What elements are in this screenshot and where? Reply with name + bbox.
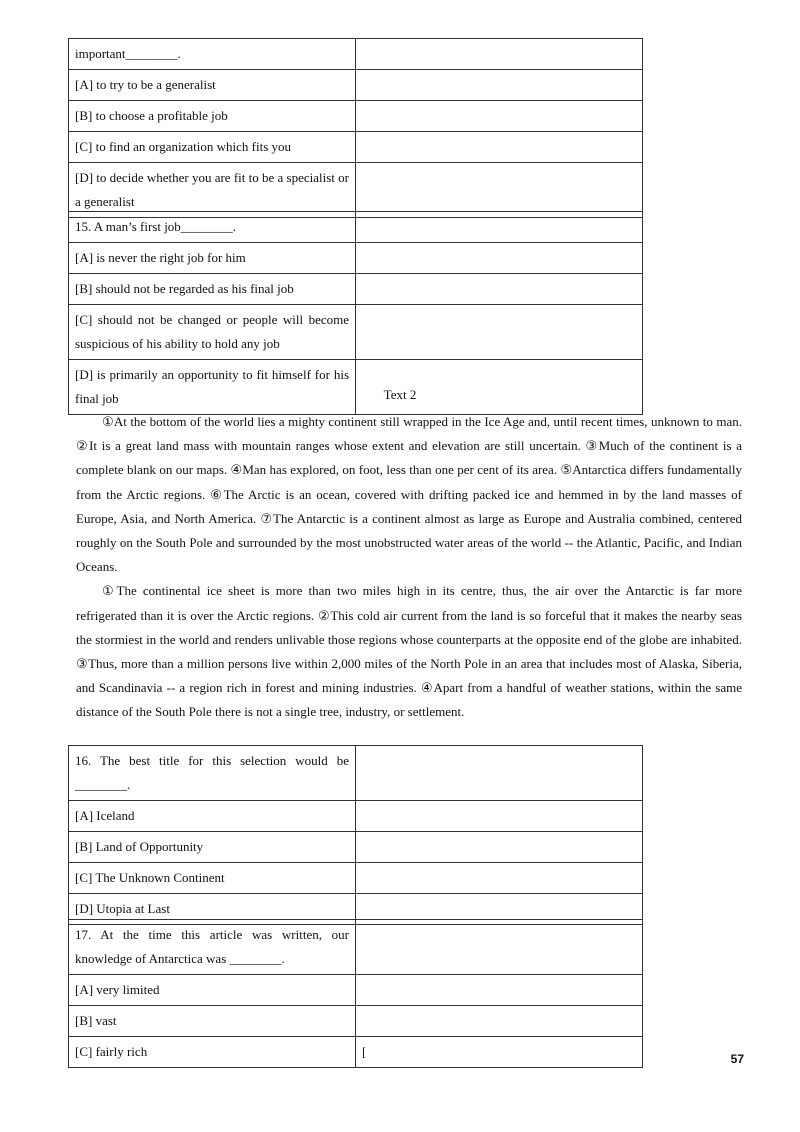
answer-cell bbox=[356, 746, 643, 801]
answer-cell bbox=[356, 163, 643, 218]
question-15-stem: 15. A man’s first job________. bbox=[69, 212, 356, 243]
option-b: [B] Land of Opportunity bbox=[69, 832, 356, 863]
question-17-table bbox=[68, 919, 643, 1068]
answer-cell bbox=[356, 832, 643, 863]
option-d: [D] to decide whether you are fit to be a specialist or a generalist bbox=[69, 163, 356, 218]
section-heading: Text 2 bbox=[383, 387, 417, 402]
passage-paragraph-1: ①At the bottom of the world lies a mighty continent still wrapped in the Ice Age and, until recent times, unknown to man. ②It is a great land mass with mountain ranges whose extent and elevation are still uncertain. ③Much of the continent is a complete blank on our maps. ④Man has explored, on foot, less than one per cent of its area. ⑤Antarctica differs fundamentally from the Arctic regions. ⑥The Arctic is an ocean, covered with drifting packed ice and hemmed in by the land masses of Europe, Asia, and North America. ⑦The Antarctic is a continent almost as large as Europe and Australia combined, centered roughly on the South Pole and surrounded by the most unobstructed water areas of the world -- the Atlantic, Pacific, and Indian Oceans. bbox=[76, 414, 742, 575]
passage-paragraph-2: ①The continental ice sheet is more than two miles high in its centre, thus, the air over the Antarctic is far more refrigerated than it is over the Arctic regions. ②This cold air current from the land is so forceful that it makes the nearby seas the stormiest in the world and renders unlivable those regions whose counterparts at the opposite end of the globe are inhabited. ③Thus, more than a million persons live within 2,000 miles of the North Pole in an area that includes most of Alaska, Siberia, and Scandinavia -- a region rich in forest and mining industries. ④Apart from a handful of weather stations, within the same distance of the South Pole there is not a single tree, industry, or settlement. bbox=[76, 583, 742, 720]
answer-cell bbox=[356, 920, 643, 975]
option-c: [C] fairly rich bbox=[69, 1037, 356, 1068]
answer-cell bbox=[356, 212, 643, 243]
page-number: 57 bbox=[730, 1052, 744, 1066]
answer-cell bbox=[356, 101, 643, 132]
option-a: [A] Iceland bbox=[69, 801, 356, 832]
answer-cell bbox=[356, 243, 643, 274]
question-15-table bbox=[68, 211, 643, 415]
answer-cell bbox=[356, 39, 643, 70]
option-c: [C] to find an organization which fits you bbox=[69, 132, 356, 163]
option-c: [C] The Unknown Continent bbox=[69, 863, 356, 894]
option-a: [A] is never the right job for him bbox=[69, 243, 356, 274]
option-d: [D] is primarily an opportunity to fit himself for his final job bbox=[69, 360, 356, 415]
option-b: [B] to choose a profitable job bbox=[69, 101, 356, 132]
option-b: [B] vast bbox=[69, 1006, 356, 1037]
answer-cell bbox=[356, 132, 643, 163]
option-b: [B] should not be regarded as his final job bbox=[69, 274, 356, 305]
question-17-stem: 17. At the time this article was written, our knowledge of Antarctica was ________. bbox=[69, 920, 356, 975]
reading-passage bbox=[76, 410, 742, 725]
option-a: [A] very limited bbox=[69, 975, 356, 1006]
answer-cell bbox=[356, 801, 643, 832]
answer-cell bbox=[356, 975, 643, 1006]
option-a: [A] to try to be a generalist bbox=[69, 70, 356, 101]
answer-cell bbox=[356, 305, 643, 360]
answer-cell: [ bbox=[356, 1037, 643, 1068]
answer-cell bbox=[356, 863, 643, 894]
option-d: [D] Utopia at Last bbox=[69, 894, 356, 925]
answer-cell bbox=[356, 1006, 643, 1037]
question-14-stem: important________. bbox=[69, 39, 356, 70]
option-c: [C] should not be changed or people will become suspicious of his ability to hold any job bbox=[69, 305, 356, 360]
question-16-table bbox=[68, 745, 643, 925]
question-14-table bbox=[68, 38, 643, 218]
answer-cell bbox=[356, 274, 643, 305]
question-16-stem: 16. The best title for this selection would be ________. bbox=[69, 746, 356, 801]
answer-cell bbox=[356, 70, 643, 101]
